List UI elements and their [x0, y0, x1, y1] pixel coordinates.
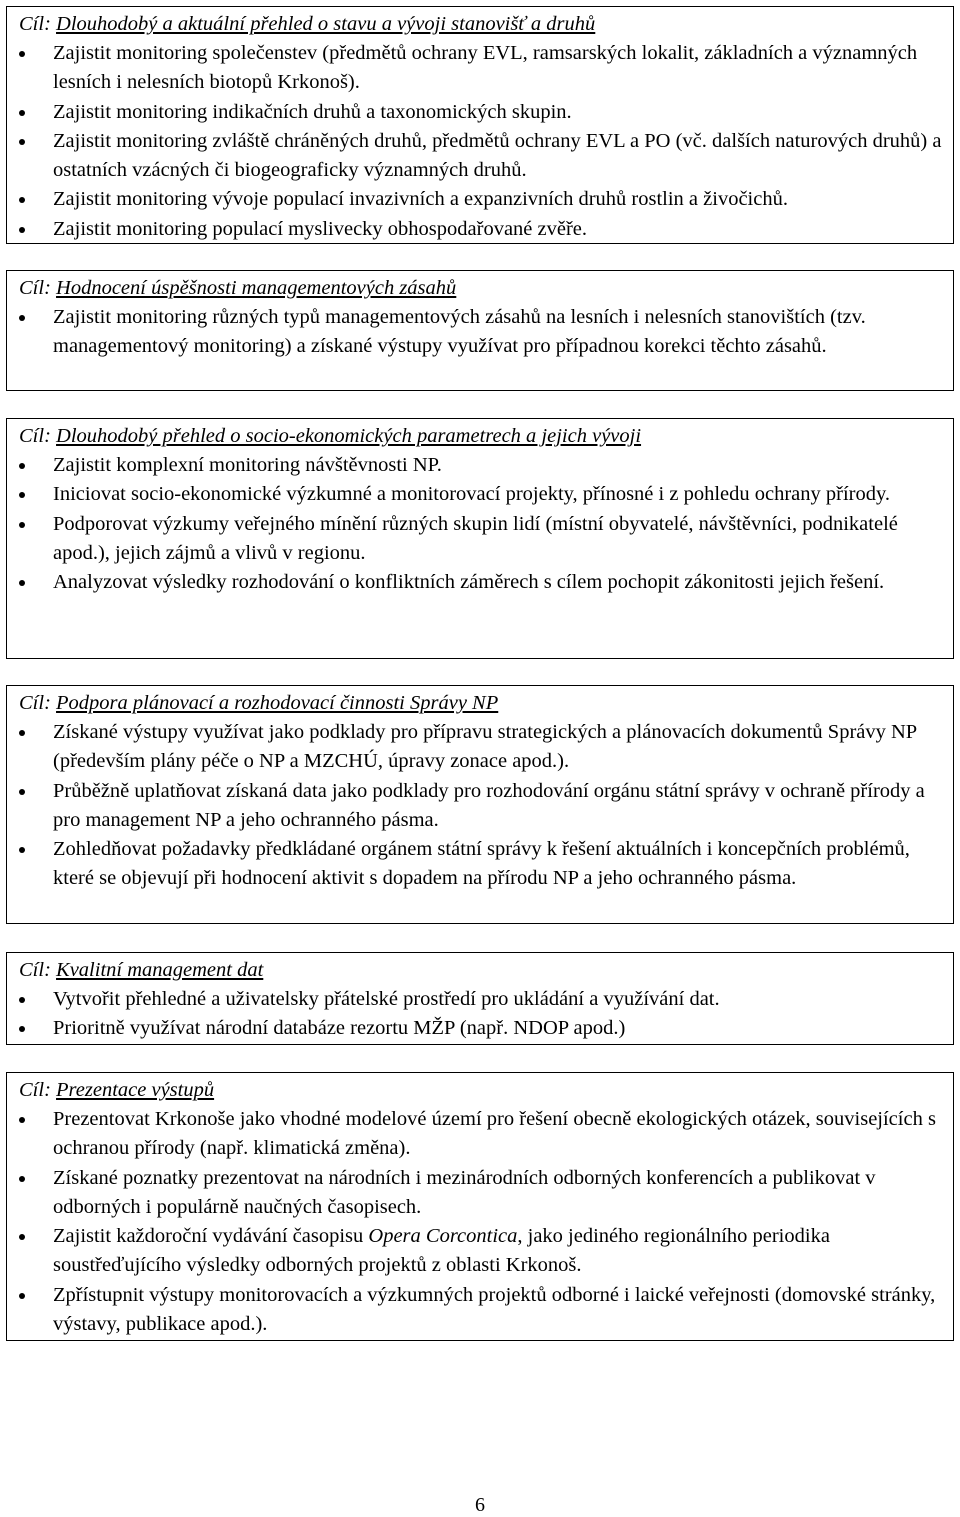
list-item: Získané výstupy využívat jako podklady pro přípravu strategických a plánovacích dokumentů Správy NP (především plány péče o NP a MZCHÚ, úpravy zonace apod.). [17, 718, 943, 777]
section-prezentace-vystupu [6, 1072, 954, 1341]
journal-title: Opera Corcontica [368, 1225, 518, 1248]
list-item: Vytvořit přehledné a uživatelsky přátelské prostředí pro ukládání a využívání dat. [17, 985, 943, 1014]
list-item: Zajistit monitoring indikačních druhů a taxonomických skupin. [17, 98, 943, 127]
goal-list [17, 1105, 943, 1339]
section-title: Cíl: Hodnocení úspěšnosti managementových zásahů [19, 277, 457, 299]
section-planovaci-cinnost [6, 685, 954, 924]
goal-list [17, 39, 943, 244]
list-item: Zajistit monitoring populací myslivecky obhospodařované zvěře. [17, 215, 943, 244]
list-item: Podporovat výzkumy veřejného mínění různých skupin lidí (místní obyvatelé, návštěvníci, podnikatelé apod.), jejich zájmů a vlivů v regionu. [17, 510, 943, 569]
list-item: Zohledňovat požadavky předkládané orgánem státní správy k řešení aktuálních i koncepčních problémů, které se objevují při hodnocení aktivit s dopadem na přírodu NP a jeho ochranného pásma. [17, 835, 943, 894]
list-item: Získané poznatky prezentovat na národních i mezinárodních odborných konferencích a publikovat v odborných i populárně naučných časopisech. [17, 1164, 943, 1223]
section-management-zasahy [6, 270, 954, 391]
list-item: Prioritně využívat národní databáze rezortu MŽP (např. NDOP apod.) [17, 1014, 943, 1043]
list-item: Průběžně uplatňovat získaná data jako podklady pro rozhodování orgánu státní správy v ochraně přírody a pro management NP a jeho ochranného pásma. [17, 777, 943, 836]
section-title: Cíl: Kvalitní management dat [19, 959, 264, 981]
section-title: Cíl: Prezentace výstupů [19, 1079, 215, 1101]
list-item: Prezentovat Krkonoše jako vhodné modelové území pro řešení obecně ekologických otázek, souvisejících s ochranou přírody (např. klimatická změna). [17, 1105, 943, 1164]
list-item-opera-corcontica: Zajistit každoroční vydávání časopisu Opera Corcontica, jako jediného regionálního periodika soustřeďujícího výsledky odborných projektů z oblasti Krkonoš. [17, 1222, 943, 1281]
list-item: Zpřístupnit výstupy monitorovacích a výzkumných projektů odborné i laické veřejnosti (domovské stránky, výstavy, publikace apod.). [17, 1281, 943, 1340]
list-item: Zajistit monitoring různých typů managementových zásahů na lesních i nelesních stanovištích (tzv. managementový monitoring) a získané výstupy využívat pro případnou korekci těchto zásahů. [17, 303, 943, 362]
page-number: 6 [475, 1494, 485, 1516]
section-management-dat [6, 952, 954, 1045]
list-item: Zajistit monitoring společenstev (předmětů ochrany EVL, ramsarských lokalit, základních a významných lesních i nelesních biotopů Krkonoš). [17, 39, 943, 98]
section-socio-ekonomicke [6, 418, 954, 659]
goal-list [17, 985, 943, 1044]
section-title: Cíl: Dlouhodobý přehled o socio-ekonomických parametrech a jejich vývoji [19, 425, 642, 447]
list-item: Zajistit monitoring zvláště chráněných druhů, předmětů ochrany EVL a PO (vč. dalších naturových druhů) a ostatních vzácných či biogeograficky významných druhů. [17, 127, 943, 186]
list-item: Zajistit monitoring vývoje populací invazivních a expanzivních druhů rostlin a živočichů. [17, 185, 943, 214]
list-item: Iniciovat socio-ekonomické výzkumné a monitorovací projekty, přínosné i z pohledu ochrany přírody. [17, 480, 943, 509]
list-item: Zajistit komplexní monitoring návštěvnosti NP. [17, 451, 943, 480]
goal-list [17, 451, 943, 597]
section-stanoviste-druhy [6, 6, 954, 244]
section-title: Cíl: Dlouhodobý a aktuální přehled o stavu a vývoji stanovišť a druhů [19, 13, 596, 35]
section-title: Cíl: Podpora plánovací a rozhodovací činnosti Správy NP [19, 692, 499, 714]
list-item: Analyzovat výsledky rozhodování o konfliktních záměrech s cílem pochopit zákonitosti jejich řešení. [17, 568, 943, 597]
goal-list [17, 718, 943, 894]
goal-list [17, 303, 943, 362]
